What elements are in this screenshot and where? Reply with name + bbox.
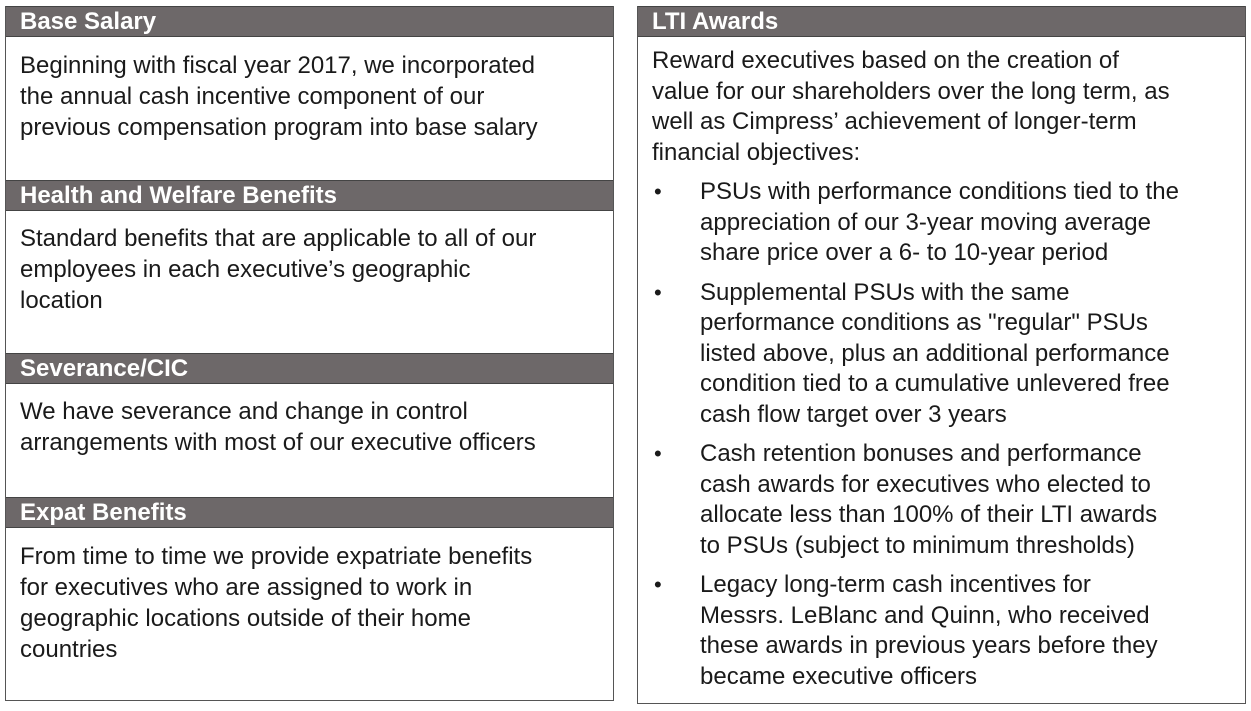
section-base-salary (5, 6, 614, 180)
section-heading: Health and Welfare Benefits (6, 180, 613, 211)
section-text: Standard benefits that are applicable to all of our employees in each executive’s geographic location (20, 225, 537, 314)
section-text: From time to time we provide expatriate benefits for executives who are assigned to work in geographic locations outside of their home countries (20, 543, 533, 663)
list-item-text: PSUs with performance conditions tied to the appreciation of our 3-year moving average share price over a 6- to 10-year period (700, 178, 1179, 266)
lti-intro-text: Reward executives based on the creation of value for our shareholders over the long term, as well as Cimpress’ achievement of longer-term financial objectives: (652, 47, 1170, 166)
section-health-welfare (5, 180, 614, 353)
list-item-text: Cash retention bonuses and performance cash awards for executives who elected to allocate less than 100% of their LTI awards to PSUs (subject to minimum thresholds) (700, 440, 1158, 559)
divider (5, 700, 614, 701)
bullet-icon: • (654, 279, 662, 305)
bullet-icon: • (654, 179, 662, 204)
list-item (652, 570, 1231, 692)
list-item (652, 278, 1231, 431)
list-item (652, 439, 1231, 561)
section-expat-benefits (5, 497, 614, 701)
lti-bullet-list (638, 177, 1245, 692)
section-severance-cic (5, 353, 614, 497)
bullet-icon: • (654, 572, 662, 597)
section-lti-awards (637, 6, 1246, 704)
list-item (652, 177, 1231, 269)
divider (637, 703, 1246, 704)
bullet-icon: • (654, 441, 662, 466)
list-item-text: Supplemental PSUs with the same performance conditions as "regular" PSUs listed above, plus an additional performance condition tied to a cumulative unlevered free cash flow target over 3 years (700, 278, 1170, 428)
section-text: Beginning with fiscal year 2017, we incorporated the annual cash incentive component of our previous compensation program into base salary (20, 52, 538, 141)
section-heading: Expat Benefits (6, 497, 613, 528)
section-heading: LTI Awards (638, 6, 1245, 37)
section-text: We have severance and change in control arrangements with most of our executive officers (20, 398, 536, 456)
section-heading: Base Salary (6, 6, 613, 37)
list-item-text: Legacy long-term cash incentives for Messrs. LeBlanc and Quinn, who received these awards in previous years before they became executive officers (700, 571, 1158, 690)
section-heading: Severance/CIC (6, 353, 613, 384)
